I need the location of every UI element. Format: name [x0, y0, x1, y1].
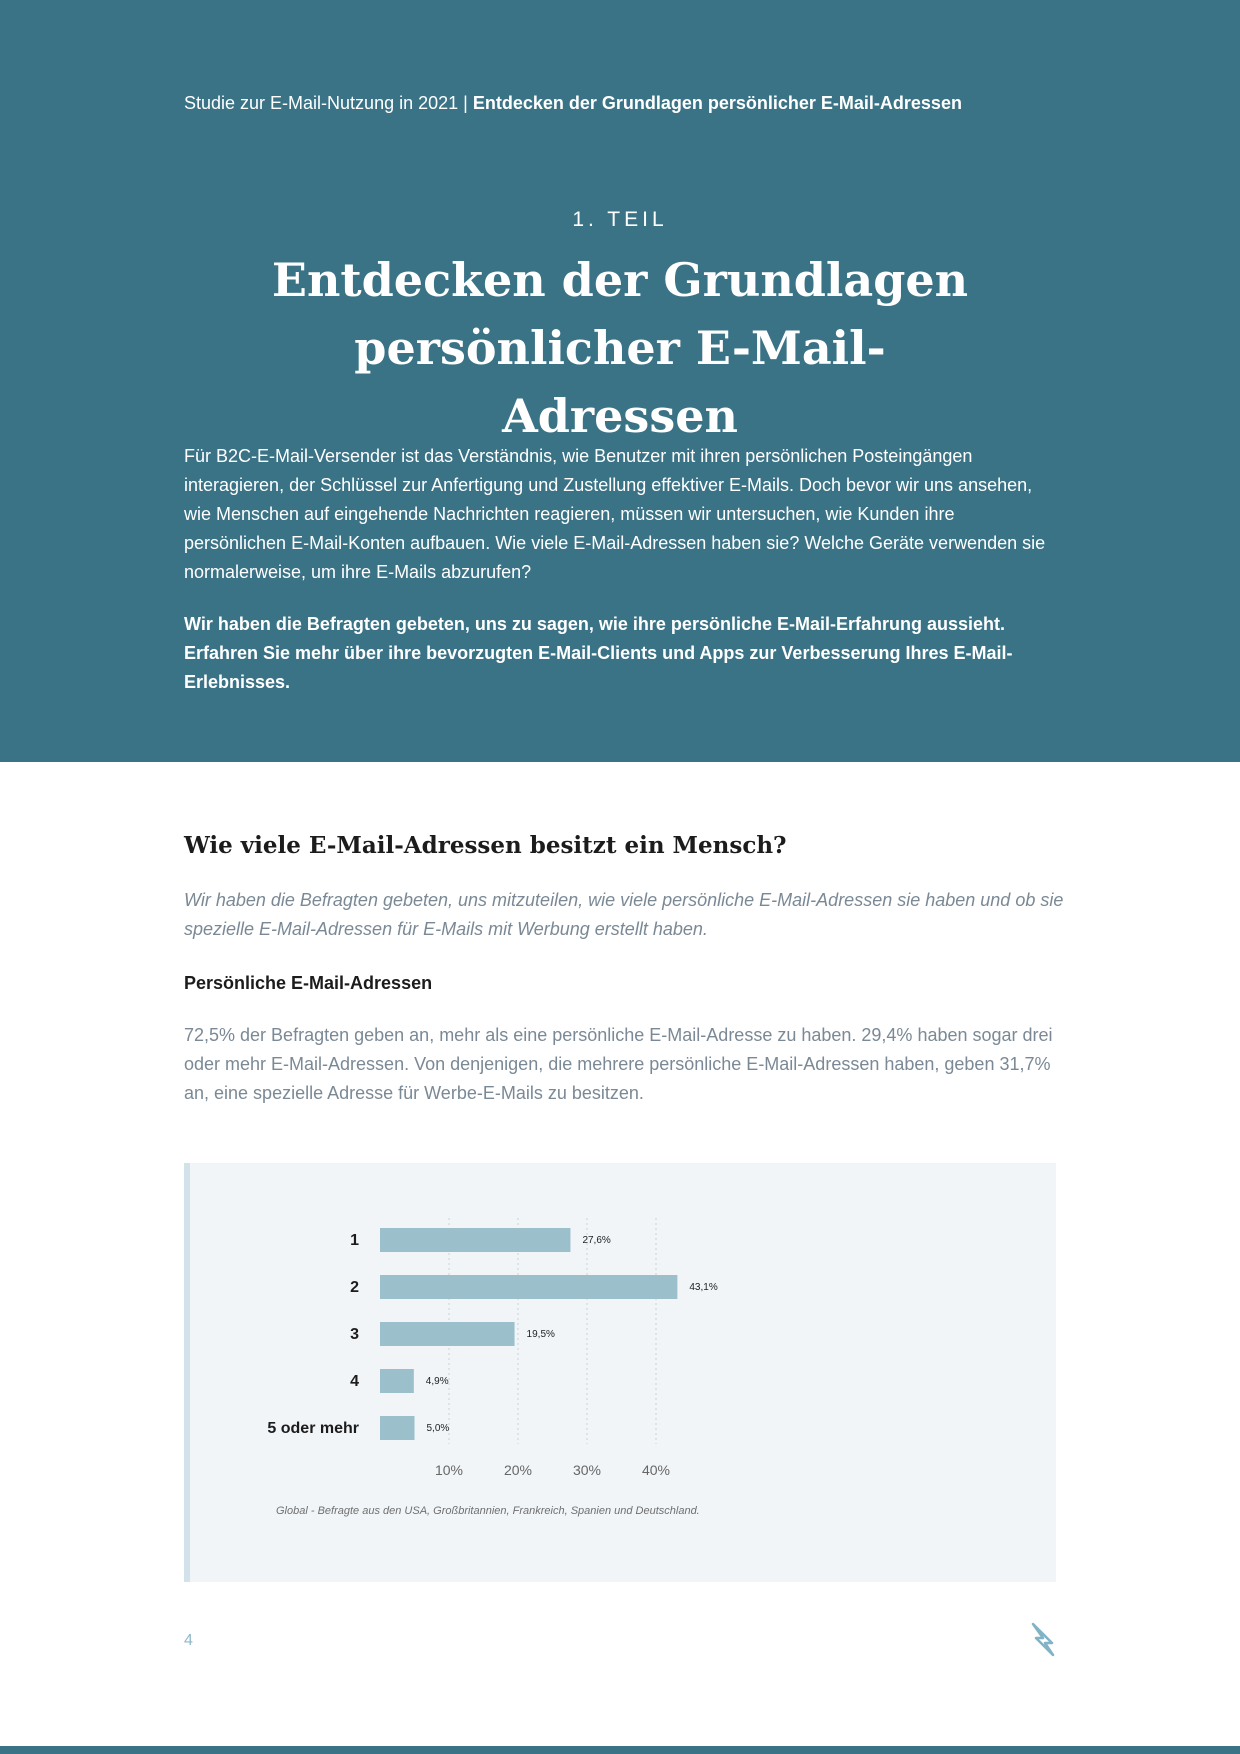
section-title: Wie viele E-Mail-Adressen besitzt ein Mensch? [184, 832, 787, 859]
bar [380, 1369, 414, 1393]
bar-chart [190, 1163, 1056, 1582]
hero-banner [0, 0, 1240, 762]
section-intro: Wir haben die Befragten gebeten, uns mitzuteilen, wie viele persönliche E-Mail-Adressen sie haben und ob sie spezielle E-Mail-Adressen für E-Mails mit Werbung erstellt haben. [184, 890, 1064, 939]
category-label: 3 [350, 1326, 359, 1343]
category-label: 2 [350, 1279, 359, 1296]
data-label: 4,9% [425, 1376, 449, 1387]
x-tick-label: 30% [572, 1462, 602, 1478]
data-label: 43,1% [689, 1282, 718, 1293]
bottom-bar [0, 1746, 1240, 1754]
bar [380, 1416, 415, 1440]
x-tick-label: 10% [434, 1462, 464, 1478]
category-label: 4 [350, 1373, 359, 1390]
breadcrumb-study: Studie zur E-Mail-Nutzung in 2021 | [184, 93, 473, 113]
chart-panel [184, 1163, 1056, 1582]
hero-lead-paragraph: Wir haben die Befragten gebeten, uns zu sagen, wie ihre persönliche E-Mail-Erfahrung aussieht. Erfahren Sie mehr über ihre bevorzugten E-Mail-Clients und Apps zur Verbesserung Ihres E-Mail-Erlebnisses. [184, 614, 1013, 692]
brand-logo-icon [1030, 1622, 1058, 1658]
chart-caption: Global - Befragte aus den USA, Großbritannien, Frankreich, Spanien und Deutschland. [276, 1505, 700, 1517]
page-title: Entdecken der Grundlagen persönlicher E-Mail-Adressen [271, 253, 969, 443]
breadcrumb-chapter: Entdecken der Grundlagen persönlicher E-Mail-Adressen [472, 93, 962, 113]
part-label: 1. TEIL [572, 208, 668, 231]
data-label: 5,0% [426, 1423, 450, 1434]
section-subhead: Persönliche E-Mail-Adressen [184, 973, 433, 993]
bar [380, 1275, 677, 1299]
bar [380, 1322, 515, 1346]
breadcrumb [184, 91, 962, 115]
statistics-paragraph: 72,5% der Befragten geben an, mehr als eine persönliche E-Mail-Adresse zu haben. 29,4% haben sogar drei oder mehr E-Mail-Adressen. Von denjenigen, die mehrere persönliche E-Mail-Adressen haben, geben 31,7% an, eine spezielle Adresse für Werbe-E-Mails zu besitzen. [184, 1025, 1053, 1103]
data-label: 19,5% [526, 1329, 555, 1340]
page-number: 4 [184, 1632, 193, 1649]
hero-intro-paragraph: Für B2C-E-Mail-Versender ist das Verständnis, wie Benutzer mit ihren persönlichen Posteingängen interagieren, der Schlüssel zur Anfertigung und Zustellung effektiver E-Mails. Doch bevor wir uns ansehen, wie Menschen auf eingehende Nachrichten reagieren, müssen wir untersuchen, wie Kunden ihre persönlichen E-Mail-Konten aufbauen. Wie viele E-Mail-Adressen haben sie? Welche Geräte verwenden sie normalerweise, um ihre E-Mails abzurufen? [184, 446, 1046, 582]
x-tick-label: 40% [641, 1462, 671, 1478]
category-label: 1 [350, 1232, 359, 1249]
data-label: 27,6% [582, 1235, 611, 1246]
bar [380, 1228, 570, 1252]
category-label: 5 oder mehr [267, 1420, 359, 1437]
x-tick-label: 20% [503, 1462, 533, 1478]
